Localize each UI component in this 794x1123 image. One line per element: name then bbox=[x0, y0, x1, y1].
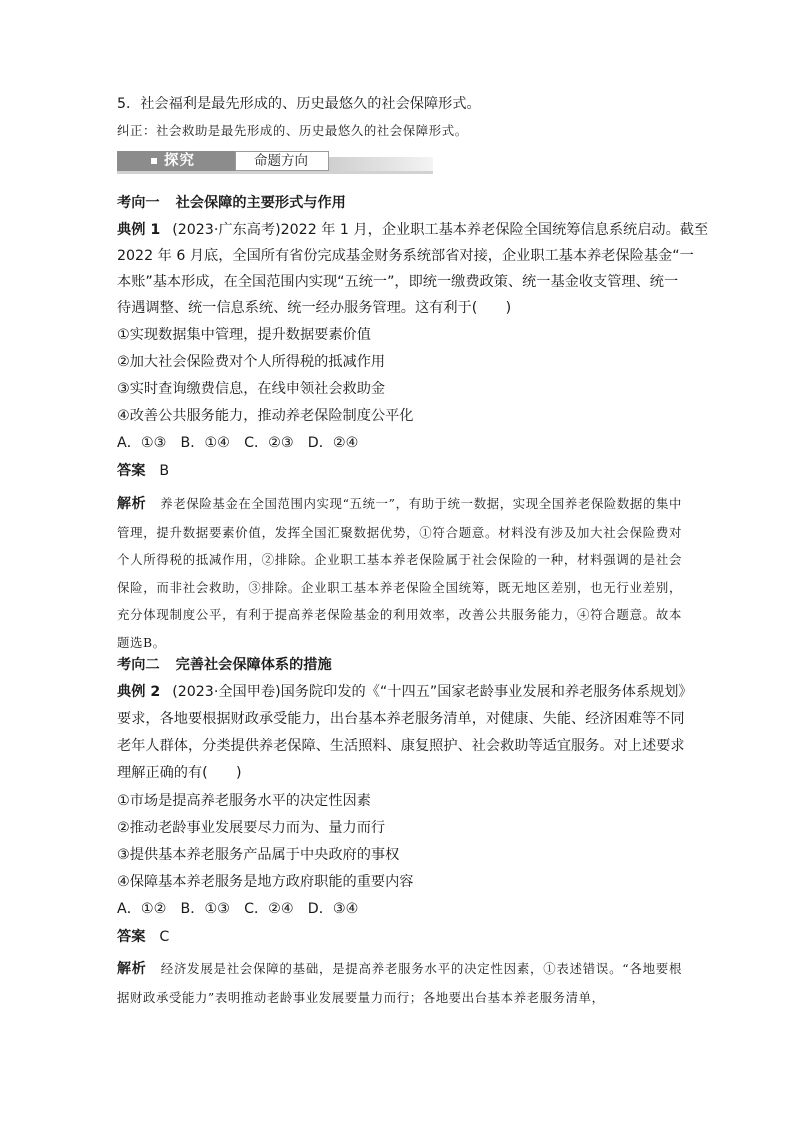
example-2-text-1: (2023·全国甲卷)国务院印发的《“十四五”国家老龄事业发展和养老服务体系规划》 bbox=[172, 684, 693, 700]
example-2-line-1 bbox=[117, 682, 693, 702]
example-1-answer bbox=[117, 461, 169, 481]
example-2-label: 典例 2 bbox=[117, 684, 161, 700]
banner-tail bbox=[329, 157, 433, 171]
example-1-option-1: ①实现数据集中管理，提升数据要素价值 bbox=[117, 327, 371, 343]
banner-underline bbox=[117, 171, 433, 174]
direction-1-title: 社会保障的主要形式与作用 bbox=[175, 195, 346, 211]
section-banner bbox=[117, 151, 433, 175]
example-1-option-2: ②加大社会保险费对个人所得税的抵减作用 bbox=[117, 354, 386, 370]
answer-label: 答案 bbox=[117, 929, 146, 945]
banner-sub-label: 命题方向 bbox=[254, 153, 308, 169]
analysis-text: 养老保险基金在全国范围内实现“五统一”，有助于统一数据，实现全国养老保险数据的集中管理，提升数据要素价值，发挥全国汇聚数据优势，①符合题意。材料没有涉及加大社会保险费对个人所得税的抵减作用，②排除。企业职工基本养老保险属于社会保险的一种，材料强调的是社会保险，而非社会救助，③排除。企业职工基本养老保险全国统筹，既无地区差别，也无行业差别，充分体现制度公平，有利于提高养老保险基金的利用效率，改善公共服务能力，④符合题意。故本题选B。 bbox=[117, 496, 682, 650]
analysis-label: 解析 bbox=[117, 496, 147, 512]
analysis-text: 经济发展是社会保障的基础，是提高养老服务水平的决定性因素，①表述错误。“各地要根据财政承受能力”表明推动老龄事业发展要量力而行；各地要出台基本养老服务清单， bbox=[117, 961, 682, 1005]
analysis-label: 解析 bbox=[117, 961, 147, 977]
answer-value: B bbox=[159, 463, 170, 479]
banner-sub bbox=[235, 151, 329, 171]
example-2-option-3: ③提供基本养老服务产品属于中央政府的事权 bbox=[117, 847, 400, 863]
example-2-line-4: 理解正确的有( ) bbox=[117, 765, 242, 781]
item-5-statement: 5．社会福利是最先形成的、历史最悠久的社会保障形式。 bbox=[117, 96, 481, 112]
example-1-text-1: (2023·广东高考)2022 年 1 月，企业职工基本养老保险全国统筹信息系统启动。截至 bbox=[172, 222, 709, 238]
example-2-line-2: 要求，各地要根据财政承受能力，出台基本养老服务清单，对健康、失能、经济困难等不同 bbox=[117, 711, 685, 727]
direction-1-label: 考向一 bbox=[117, 195, 160, 211]
example-1-line-1 bbox=[117, 220, 708, 240]
example-2-option-2: ②推动老龄事业发展要尽力而为、量力而行 bbox=[117, 820, 386, 836]
example-1-option-3: ③实时查询缴费信息，在线申领社会救助金 bbox=[117, 381, 386, 397]
example-2-option-1: ①市场是提高养老服务水平的决定性因素 bbox=[117, 793, 371, 809]
example-1-label: 典例 1 bbox=[117, 222, 161, 238]
square-bullet-icon bbox=[151, 158, 157, 164]
banner-main-label: 探究 bbox=[164, 153, 195, 169]
direction-1-heading bbox=[117, 193, 346, 213]
example-1-analysis bbox=[117, 490, 682, 657]
example-2-answer bbox=[117, 927, 169, 947]
correction-text: 纠正：社会救助是最先形成的、历史最悠久的社会保障形式。 bbox=[117, 123, 468, 138]
example-2-choices: A．①② B．①③ C．②④ D．③④ bbox=[117, 901, 359, 917]
example-2-line-3: 老年人群体，分类提供养老保障、生活照料、康复照护、社会救助等适宜服务。对上述要求 bbox=[117, 738, 685, 754]
example-2-analysis bbox=[117, 955, 682, 1011]
example-1-line-2: 2022 年 6 月底，全国所有省份完成基金财务系统部省对接，企业职工基本养老保险基金“一 bbox=[117, 248, 694, 264]
direction-2-title: 完善社会保障体系的措施 bbox=[175, 657, 332, 673]
example-1-line-3: 本账”基本形成，在全国范围内实现“五统一”，即统一缴费政策、统一基金收支管理、统一 bbox=[117, 274, 679, 290]
banner-main bbox=[117, 151, 235, 171]
example-1-choices: A．①③ B．①④ C．②③ D．②④ bbox=[117, 435, 359, 451]
answer-value: C bbox=[159, 929, 170, 945]
example-2-option-4: ④保障基本养老服务是地方政府职能的重要内容 bbox=[117, 874, 414, 890]
example-1-line-4: 待遇调整、统一信息系统、统一经办服务管理。这有利于( ) bbox=[117, 300, 512, 316]
direction-2-heading bbox=[117, 655, 332, 675]
answer-label: 答案 bbox=[117, 463, 146, 479]
example-1-option-4: ④改善公共服务能力，推动养老保险制度公平化 bbox=[117, 408, 414, 424]
direction-2-label: 考向二 bbox=[117, 657, 160, 673]
